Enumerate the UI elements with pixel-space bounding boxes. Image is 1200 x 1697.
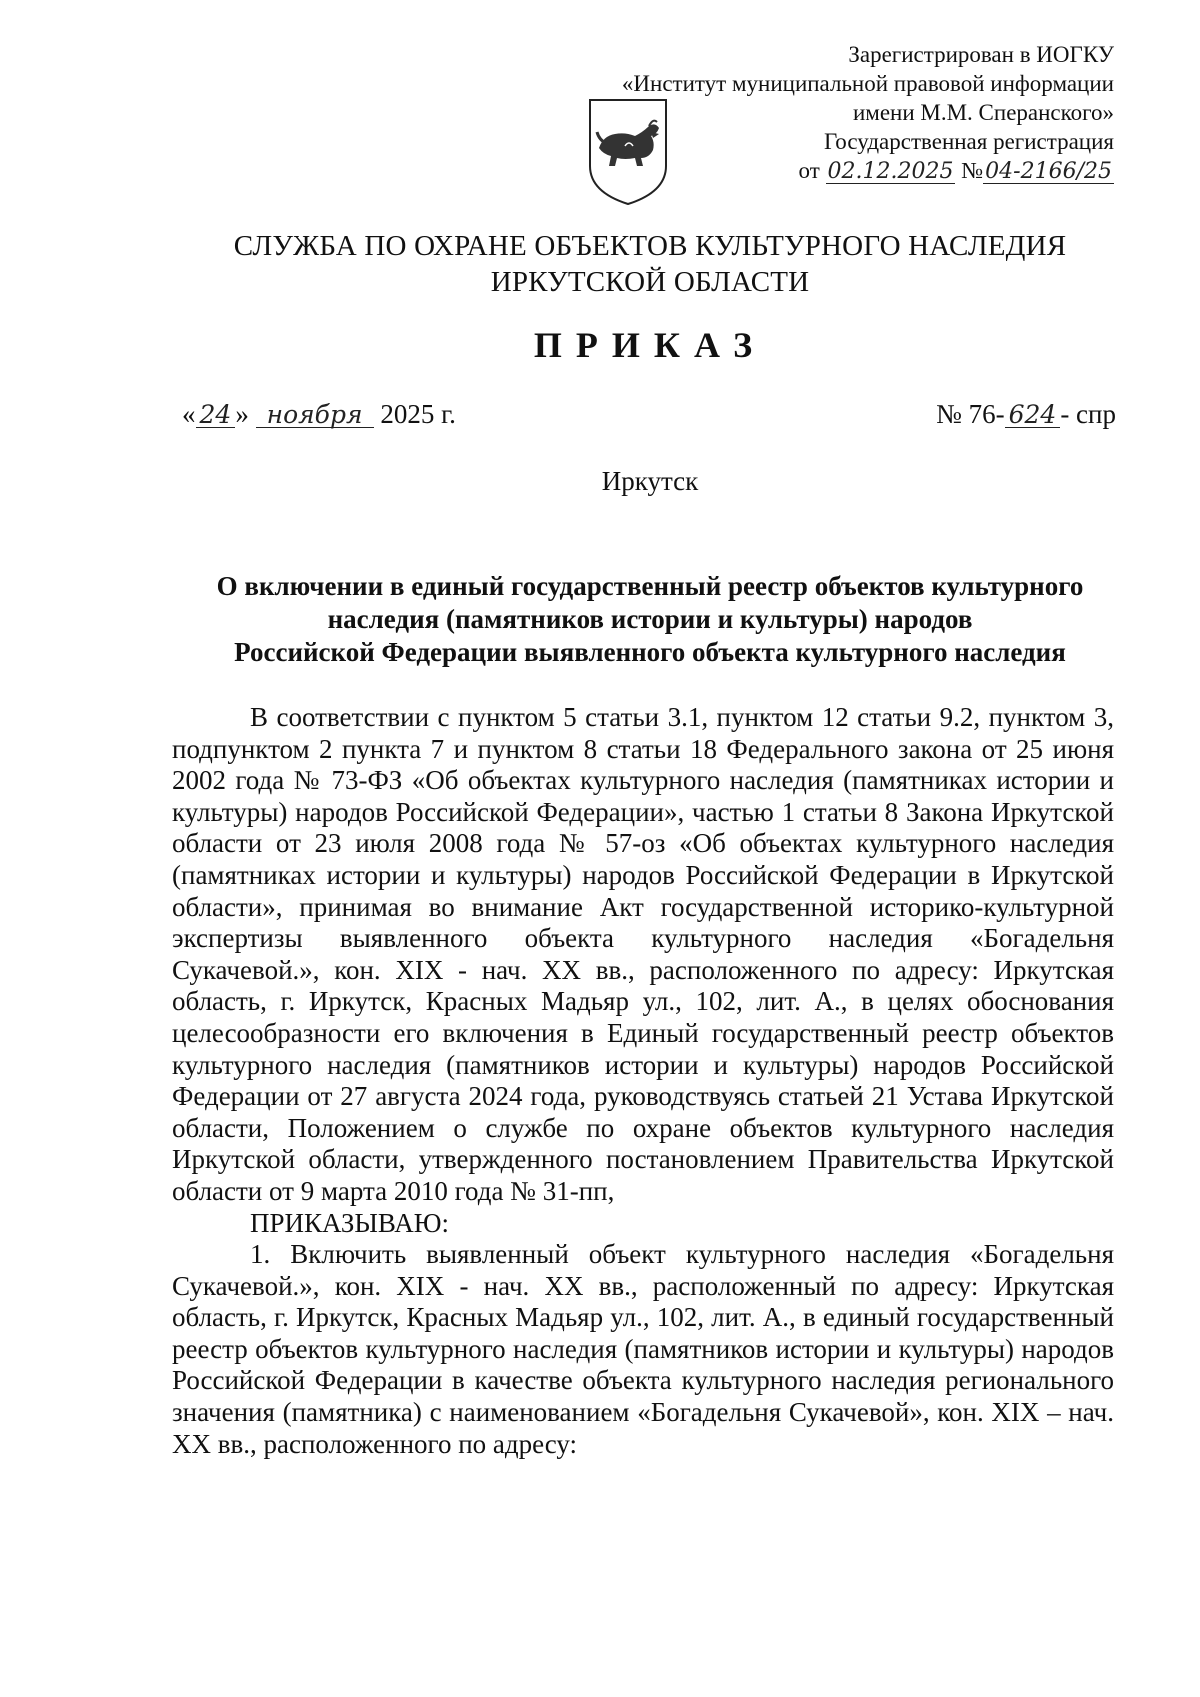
- document-body: [172, 702, 1114, 1460]
- order-number-suffix: - спр: [1060, 399, 1116, 429]
- date-open-quote: «: [182, 399, 196, 429]
- date-month-handwritten: ноября: [256, 403, 374, 428]
- agency-name: [0, 228, 1200, 300]
- registration-line-1: Зарегистрирован в ИОГКУ: [848, 42, 1114, 67]
- registration-date-prefix: от: [798, 158, 820, 183]
- document-title: [160, 570, 1140, 669]
- agency-line-1: СЛУЖБА ПО ОХРАНЕ ОБЪЕКТОВ КУЛЬТУРНОГО НАСЛЕДИЯ: [233, 230, 1067, 262]
- title-line-1: О включении в единый государственный реестр объектов культурного: [216, 571, 1084, 601]
- order-number-handwritten: 624: [1005, 403, 1061, 428]
- title-line-2: наследия (памятников истории и культуры) народов: [327, 604, 973, 634]
- preamble-paragraph: В соответствии с пунктом 5 статьи 3.1, пунктом 12 статьи 9.2, пунктом 3, подпунктом 2 пункта 7 и пунктом 8 статьи 18 Федерального закона от 25 июня 2002 года № 73-ФЗ «Об объектах культурного наследия (памятниках истории и культуры) народов Российской Федерации», частью 1 статьи 8 Закона Иркутской области от 23 июля 2008 года № 57-оз «Об объектах культурного наследия (памятниках истории и культуры) народов Российской Федерации в Иркутской области», принимая во внимание Акт государственной историко-культурной экспертизы выявленного объекта культурного наследия «Богадельня Сукачевой.», кон. XIX - нач. XX вв., расположенного по адресу: Иркутская область, г. Иркутск, Красных Мадьяр ул., 102, лит. А., в целях обоснования целесообразности его включения в Единый государственный реестр объектов культурного наследия (памятников истории и культуры) народов Российской Федерации от 27 августа 2024 года, руководствуясь статьей 21 Устава Иркутской области, Положением о службе по охране объектов культурного наследия Иркутской области, утвержденного постановлением Правительства Иркутской области от 9 марта 2010 года № 31-пп,: [172, 702, 1114, 1206]
- order-verb: ПРИКАЗЫВАЮ:: [250, 1207, 449, 1238]
- order-item-1: 1. Включить выявленный объект культурного наследия «Богадельня Сукачевой.», кон. XIX - нач. XX вв., расположенный по адресу: Иркутская область, г. Иркутск, Красных Мадьяр ул., 102, лит. А., в единый государственный реестр объектов культурного наследия (памятников истории и культуры) народов Российской Федерации в качестве объекта культурного наследия регионального значения (памятника) с наименованием «Богадельня Сукачевой», кон. XIX – нач. XX вв., расположенного по адресу:: [172, 1239, 1114, 1459]
- registration-stamp: [622, 40, 1114, 185]
- city-name: Иркутск: [601, 466, 699, 496]
- order-number-prefix: № 76-: [936, 399, 1005, 429]
- document-type-heading: ПРИКАЗ: [533, 325, 767, 365]
- registration-line-2: «Институт муниципальной правовой информации: [621, 71, 1114, 96]
- agency-line-2: ИРКУТСКОЙ ОБЛАСТИ: [490, 266, 810, 298]
- registration-line-4: Государственная регистрация: [824, 129, 1114, 154]
- irkutsk-coat-of-arms-icon: [585, 96, 671, 208]
- registration-number-handwritten: 04-2166/25: [985, 159, 1112, 184]
- registration-line-3: имени М.М. Сперанского»: [852, 100, 1114, 125]
- registration-date-line: [622, 156, 1114, 185]
- registration-date-handwritten: 02.12.2025: [827, 159, 954, 184]
- order-date: [182, 398, 456, 430]
- registration-number-prefix: №: [961, 158, 984, 183]
- date-close-quote: »: [235, 399, 249, 429]
- date-day-handwritten: 24: [196, 403, 236, 428]
- order-number: [936, 398, 1116, 430]
- title-line-3: Российской Федерации выявленного объекта культурного наследия: [234, 637, 1066, 667]
- date-year: 2025 г.: [380, 399, 456, 429]
